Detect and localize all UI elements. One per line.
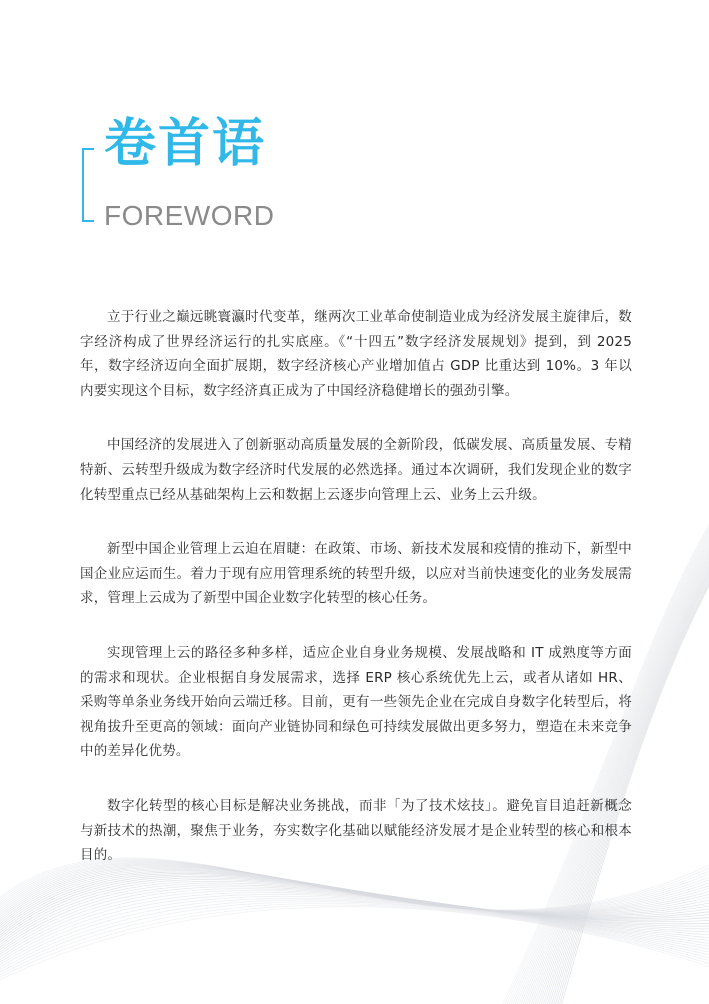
wave-line-bottom	[0, 889, 709, 962]
wave-line-bottom	[0, 898, 709, 973]
wave-line-bottom	[0, 892, 709, 966]
page-subtitle: FOREWORD	[104, 200, 275, 231]
page-title: 卷首语	[104, 114, 267, 174]
wave-line-bottom	[0, 903, 709, 980]
wave-line-bottom	[0, 896, 709, 971]
paragraph-4: 实现管理上云的路径多种多样，适应企业自身业务规模、发展战略和 IT 成熟度等方面的需求和现状。企业根据自身发展需求，选择 ERP 核心系统优先上云，或者从诸如 HR、采购等单条业务线开始向云端迁移。目前，更有一些领先企业在完成自身数字化转型后，将视角拔升至更高的领域：面向产业链协同和绿色可持续发展做出更多努力，塑造在未来竞争中的差异化优势。	[80, 644, 632, 760]
foreword-body	[80, 305, 632, 898]
paragraph-2: 中国经济的发展进入了创新驱动高质量发展的全新阶段，低碳发展、高质量发展、专精特新、云转型升级成为数字经济时代发展的必然选择。通过本次调研，我们发现企业的数字化转型重点已经从基础架构上云和数据上云逐步向管理上云、业务上云升级。	[80, 437, 632, 503]
wave-line-bottom	[0, 887, 709, 960]
paragraph-1: 立于行业之巅远眺寰瀛时代变革，继两次工业革命使制造业成为经济发展主旋律后，数字经济构成了世界经济运行的扎实底座。《“十四五”数字经济发展规划》提到，到 2025 年，数字经济迈向全面扩展期，数字经济核心产业增加值占 GDP 比重达到 10%。3 年以内要实现这个目标，数字经济真正成为了中国经济稳健增长的强劲引擎。	[80, 309, 632, 399]
wave-line-bottom	[0, 902, 709, 978]
wave-line-bottom	[0, 907, 709, 985]
paragraph-3: 新型中国企业管理上云迫在眉睫：在政策、市场、新技术发展和疫情的推动下，新型中国企业应运而生。着力于现有应用管理系统的转型升级，以应对当前快速变化的业务发展需求，管理上云成为了新型中国企业数字化转型的核心任务。	[80, 541, 632, 607]
wave-line-bottom	[0, 905, 709, 983]
paragraph-5: 数字化转型的核心目标是解决业务挑战，而非「为了技术炫技」。避免盲目追赶新概念与新技术的热潮，聚焦于业务，夯实数字化基础以赋能经济发展才是企业转型的核心和根本目的。	[80, 797, 632, 864]
foreword-header	[0, 0, 709, 260]
title-bracket-decoration	[82, 148, 94, 222]
wave-line-bottom	[0, 900, 709, 976]
wave-line-bottom	[0, 891, 709, 965]
wave-line-bottom	[0, 894, 709, 969]
